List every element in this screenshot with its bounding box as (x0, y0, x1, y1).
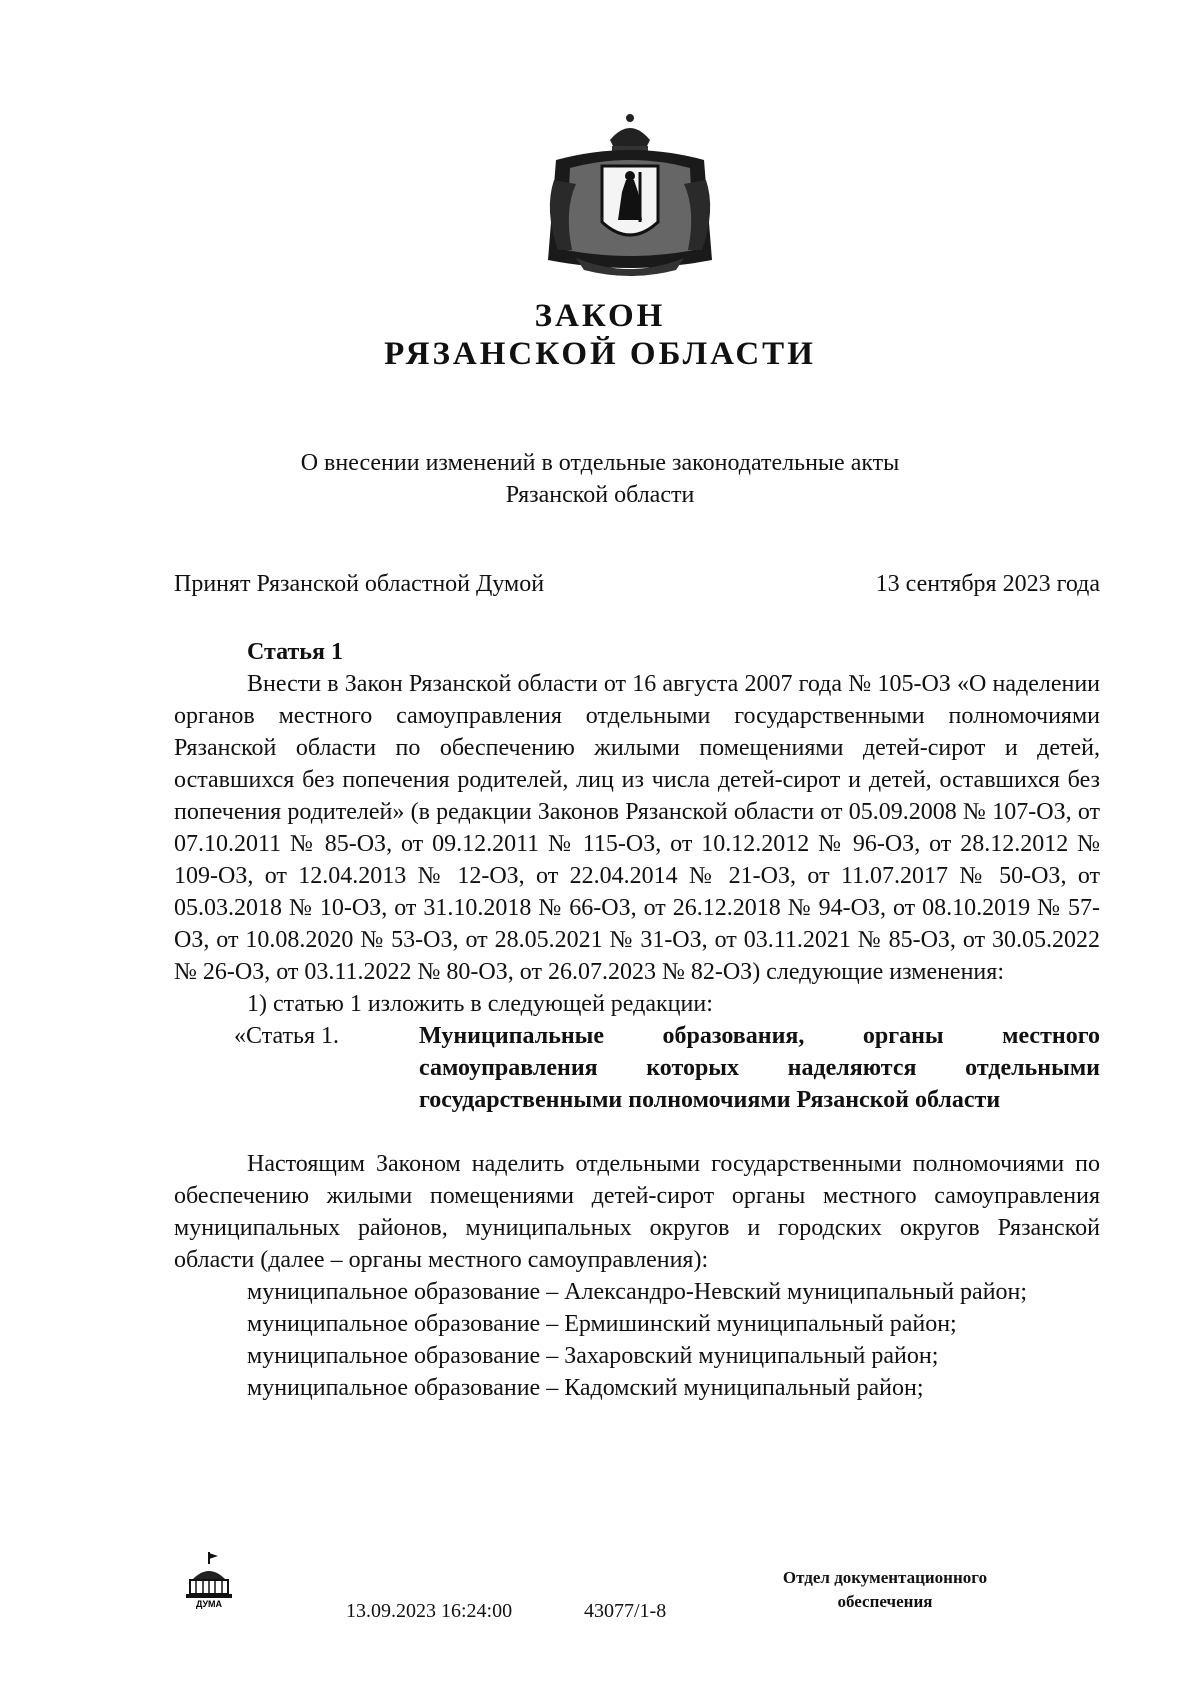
registration-number: 43077/1-8 (584, 1600, 667, 1622)
article-intro: Внести в Закон Рязанской области от 16 августа 2007 года № 105-ОЗ «О наделении органов местного самоуправления отдельными государственными полномочиями Рязанской области по обеспечению жилыми помещениями детей-сирот и детей, оставшихся без попечения родителей, лиц из числа детей-сирот и детей, оставшихся без попечения родителей» (в редакции Законов Рязанской области от 05.09.2008 № 107-ОЗ, от 07.10.2011 № 85-ОЗ, от 09.12.2011 № 115-ОЗ, от 10.12.2012 № 96-ОЗ, от 28.12.2012 № 109-ОЗ, от 12.04.2013 № 12-ОЗ, от 22.04.2014 № 21-ОЗ, от 11.07.2017 № 50-ОЗ, от 05.03.2018 № 10-ОЗ, от 31.10.2018 № 66-ОЗ, от 26.12.2018 № 94-ОЗ, от 08.10.2019 № 57-ОЗ, от 10.08.2020 № 53-ОЗ, от 28.05.2021 № 31-ОЗ, от 03.11.2021 № 85-ОЗ, от 30.05.2022 № 26-ОЗ, от 03.11.2022 № 80-ОЗ, от 26.07.2023 № 82-ОЗ) следующие изменения: (174, 671, 1100, 985)
article-body (174, 636, 1100, 1404)
duma-logo-text: ДУМА (195, 1599, 223, 1609)
article-paragraph: Настоящим Законом наделить отдельными государственными полномочиями по обеспечению жилыми помещениями детей-сирот органы местного самоуправления муниципальных районов, муниципальных округов и городских округов Рязанской области (далее – органы местного самоуправления): (174, 1151, 1100, 1273)
department-stamp (740, 1566, 1030, 1614)
article-heading: Статья 1 (247, 639, 343, 665)
subject-line2: Рязанской области (505, 482, 695, 508)
coat-of-arms-emblem (536, 110, 724, 280)
document-title-line1: ЗАКОН (534, 298, 666, 334)
new-article-heading (174, 1020, 1100, 1116)
department-line1: Отдел документационного (782, 1568, 988, 1587)
document-title-line2: РЯЗАНСКОЙ ОБЛАСТИ (384, 336, 816, 372)
list-item: муниципальное образование – Александро-Невский муниципальный район; (247, 1279, 1028, 1305)
list-item: муниципальное образование – Захаровский муниципальный район; (247, 1343, 939, 1369)
list-item: муниципальное образование – Кадомский муниципальный район; (247, 1375, 924, 1401)
adopted-by: Принят Рязанской областной Думой (174, 571, 545, 597)
new-article-title: Муниципальные образования, органы местного самоуправления которых наделяются отдельными государственными полномочиями Рязанской области (419, 1023, 1100, 1113)
list-item: муниципальное образование – Ермишинский муниципальный район; (247, 1311, 957, 1337)
article-item-1: 1) статью 1 изложить в следующей редакции: (247, 991, 713, 1017)
adoption-date: 13 сентября 2023 года (875, 571, 1100, 597)
new-article-label: «Статья 1. (234, 1023, 339, 1049)
subject-line1: О внесении изменений в отдельные законодательные акты (300, 450, 900, 476)
department-line2: обеспечения (837, 1592, 933, 1611)
duma-logo-icon (182, 1550, 236, 1610)
registration-datetime: 13.09.2023 16:24:00 (346, 1600, 513, 1622)
law-subject (200, 447, 1000, 511)
